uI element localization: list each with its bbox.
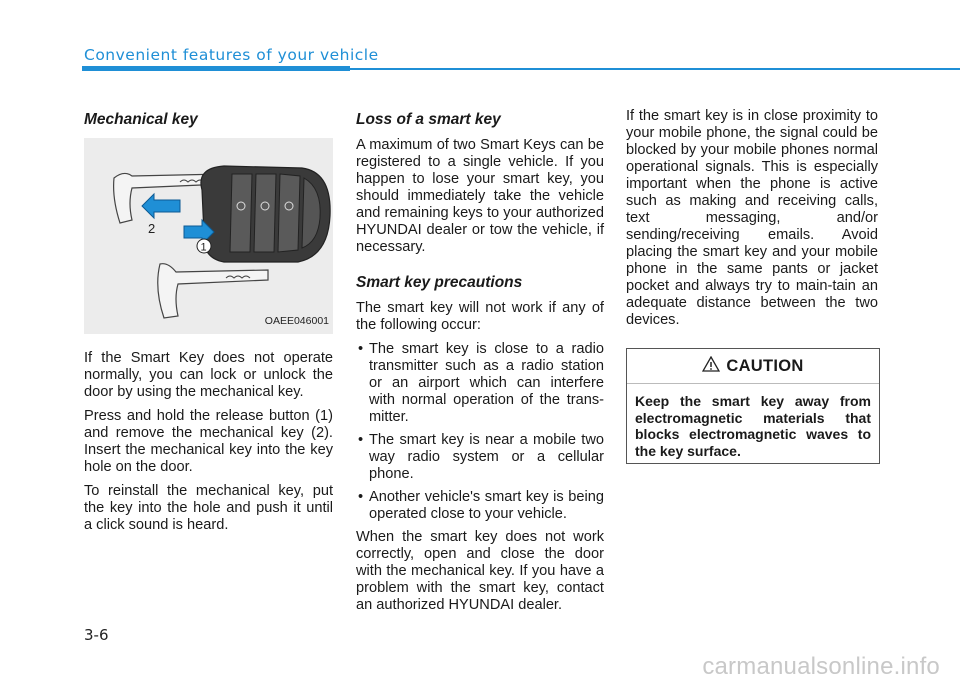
caution-header bbox=[627, 349, 879, 384]
caution-body: Keep the smart key away from electromagnetic materials that blocks electromagnetic waves to the key surface. bbox=[635, 393, 871, 459]
list-item: • Another vehicle's smart key is being operated close to your vehicle. bbox=[356, 489, 604, 523]
mechanical-key-figure bbox=[84, 138, 333, 334]
watermark: carmanualsonline.info bbox=[702, 653, 940, 680]
remove-key-arrow bbox=[142, 194, 180, 218]
list-item: • The smart key is close to a radio transmitter such as a radio station or an airport which can interfere with normal operation of the trans-mitter. bbox=[356, 341, 604, 426]
precautions-heading: Smart key precautions bbox=[356, 274, 523, 291]
column-mechanical-key bbox=[84, 108, 333, 541]
header-rule bbox=[350, 68, 960, 70]
closing-text: When the smart key does not work correctly, open and close the door with the mechanical key. If you have a problem with the smart key, contact an authorized HYUNDAI dealer. bbox=[356, 529, 604, 613]
loss-text: A maximum of two Smart Keys can be registered to a single vehicle. If you happen to lose your smart key, you should immediately take the vehicle and remaining keys to your authorized HYUNDAI dealer or tow the vehicle, if necessary. bbox=[356, 137, 604, 255]
smart-key-illustration bbox=[84, 138, 333, 334]
smart-key-fob bbox=[201, 166, 330, 262]
figure-code: OAEE046001 bbox=[264, 315, 329, 327]
callout-1: 1 bbox=[200, 241, 207, 254]
mechanical-key-heading: Mechanical key bbox=[84, 111, 198, 128]
list-item: • The smart key is near a mobile two way radio system or a cellular phone. bbox=[356, 432, 604, 483]
callout-2: 2 bbox=[148, 221, 156, 236]
section-header-title: Convenient features of your vehicle bbox=[84, 46, 379, 64]
loss-heading: Loss of a smart key bbox=[356, 111, 501, 128]
mobile-phone-text: If the smart key is in close proximity to your mobile phone, the signal could be blocked by your mobile phones normal operational signals. This is especially important when the phone is active such as making and receiving calls, text messaging, and/or sending/receiving emails. Avoid placing the smart key and your mobile phone in the same pants or jacket pocket and always try to main-tain an adequate distance between the two devices. bbox=[626, 108, 878, 328]
precautions-intro: The smart key will not work if any of the following occur: bbox=[356, 300, 604, 333]
caution-box bbox=[626, 348, 880, 464]
mechanical-key-bottom bbox=[158, 264, 268, 318]
column-smart-key bbox=[356, 108, 604, 621]
mechanical-key-para-2: Press and hold the release button (1) and remove the mechanical key (2). Insert the mechanical key into the key hole on the door. bbox=[84, 408, 333, 475]
precautions-list bbox=[356, 341, 604, 523]
caution-title: CAUTION bbox=[726, 356, 804, 375]
mechanical-key-para-3: To reinstall the mechanical key, put the key into the hole and push it until a click sound is heard. bbox=[84, 483, 333, 533]
warning-triangle-icon bbox=[702, 356, 720, 377]
column-mobile-phone bbox=[626, 108, 878, 464]
header-accent-bar bbox=[82, 66, 350, 71]
page-number: 3-6 bbox=[84, 626, 109, 644]
mechanical-key-para-1: If the Smart Key does not operate normally, you can lock or unlock the door by using the mechanical key. bbox=[84, 350, 333, 400]
